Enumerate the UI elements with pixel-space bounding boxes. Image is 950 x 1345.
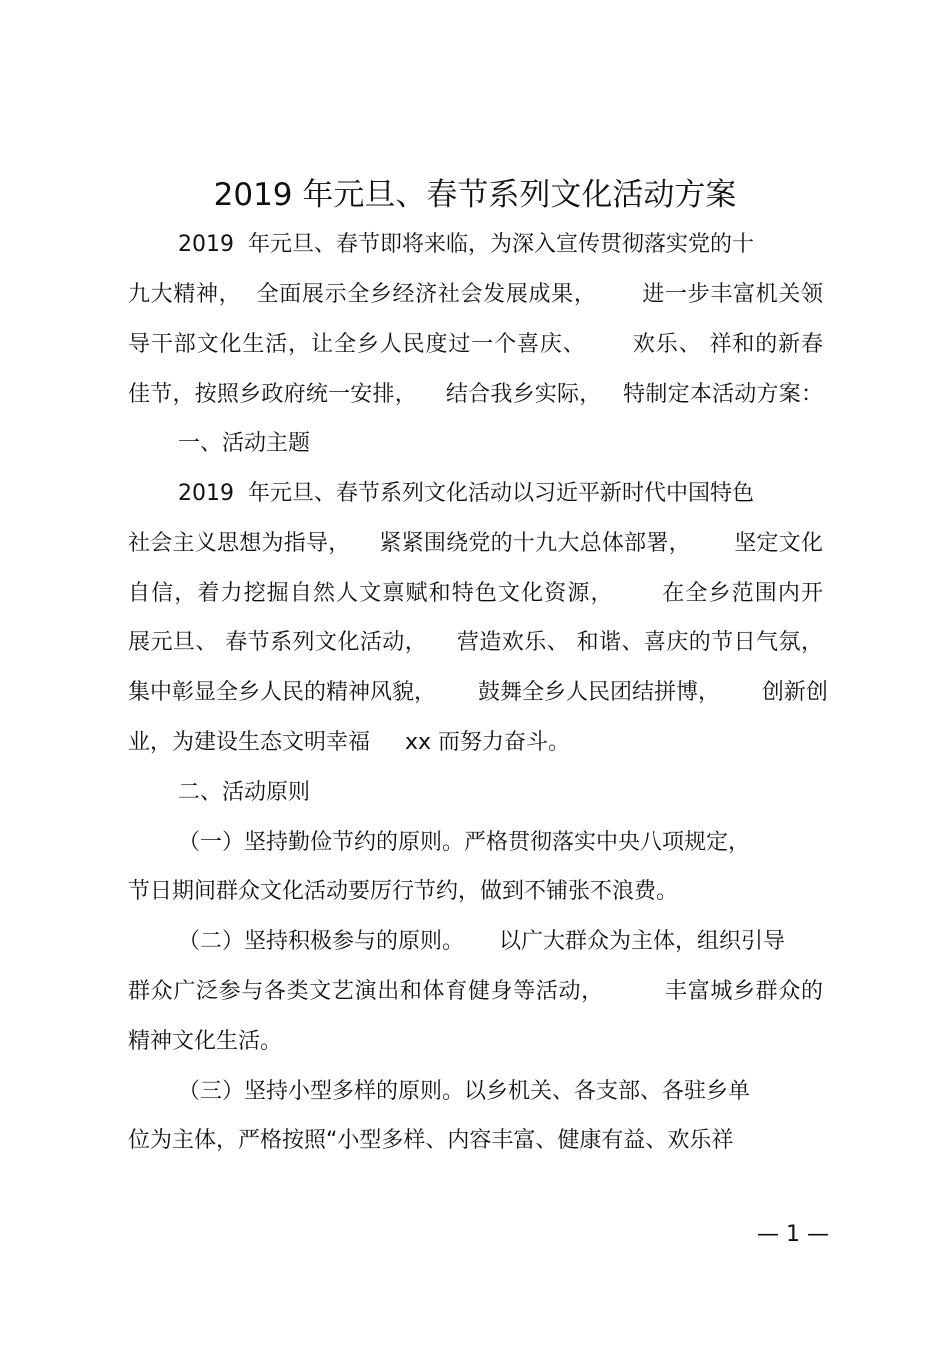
- body-line: 社会主义思想为指导， 紧紧围绕党的十九大总体部署， 坚定文化: [128, 531, 823, 556]
- body-line: 展元旦、 春节系列文化活动， 营造欢乐、 和谐、喜庆的节日气氛，: [128, 630, 823, 655]
- body-line: 2019 年元旦、春节即将来临，为深入宣传贯彻落实党的十: [178, 232, 754, 257]
- body-line: 佳节，按照乡政府统一安排， 结合我乡实际， 特制定本活动方案：: [128, 382, 823, 407]
- body-line: 精神文化生活。: [128, 1029, 283, 1054]
- body-line: 节日期间群众文化活动要厉行节约，做到不铺张不浪费。: [128, 879, 679, 904]
- body-line: 集中彰显全乡人民的精神风貌， 鼓舞全乡人民团结拼博， 创新创: [128, 680, 828, 705]
- body-line: 群众广泛参与各类文艺演出和体育健身等活动， 丰富城乡群众的: [128, 979, 823, 1004]
- body-line: 业，为建设生态文明幸福 xx 而努力奋斗。: [128, 730, 570, 755]
- body-line: 2019 年元旦、春节系列文化活动以习近平新时代中国特色: [178, 481, 754, 506]
- section-heading: 二、活动原则: [178, 780, 311, 805]
- body-line: 位为主体，严格按照“小型多样、内容丰富、健康有益、欢乐祥: [128, 1128, 734, 1153]
- body-line: （三）坚持小型多样的原则。以乡机关、各支部、各驻乡单: [178, 1079, 751, 1104]
- body-line: 导干部文化生活，让全乡人民度过一个喜庆、 欢乐、 祥和的新春: [128, 332, 823, 357]
- document-title: 2019 年元旦、春节系列文化活动方案: [213, 177, 737, 213]
- section-heading: 一、活动主题: [178, 431, 311, 456]
- body-line: （二）坚持积极参与的原则。 以广大群众为主体，组织引导: [178, 929, 785, 954]
- body-line: 九大精神， 全面展示全乡经济社会发展成果， 进一步丰富机关领: [128, 282, 823, 307]
- body-line: （一）坚持勤俭节约的原则。严格贯彻落实中央八项规定，: [178, 830, 751, 855]
- body-line: 自信，着力挖掘自然人文禀赋和特色文化资源， 在全乡范围内开: [128, 581, 823, 606]
- page-number: — 1 —: [757, 1222, 829, 1247]
